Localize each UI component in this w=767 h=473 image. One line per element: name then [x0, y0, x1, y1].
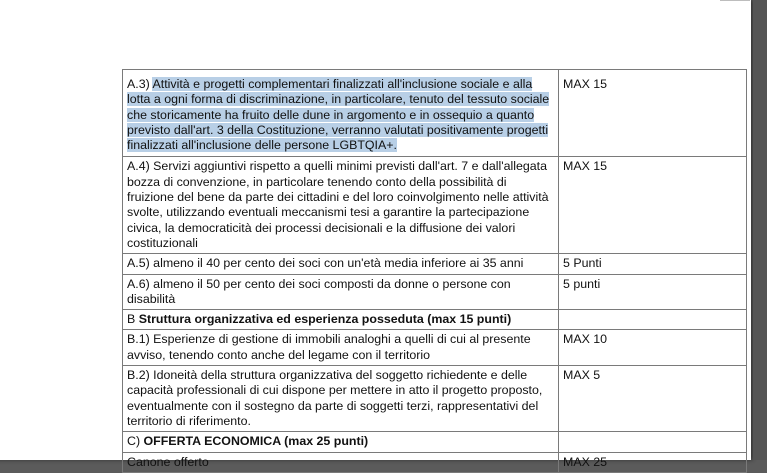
table-row [123, 274, 747, 310]
selected-criteria-text[interactable]: Attività e progetti complementari finalizzati all'inclusione sociale e alla lotta a ogni forma di discriminazione, in particolare, tenuto del tessuto sociale che storicamente ha fruito delle dune in argomento e in ossequio a quanto previsto dall'art. 3 della Costituzione, verranno valutati positivamente progetti finalizzati all'inclusione delle persone LGBTQIA+. [127, 77, 550, 153]
section-title: OFFERTA ECONOMICA (max 25 punti) [143, 434, 369, 449]
score-cell: MAX 5 [559, 366, 747, 432]
score-cell: 5 Punti [559, 254, 747, 274]
score-cell: MAX 15 [559, 70, 747, 157]
criteria-code: A.3) [127, 77, 153, 91]
section-title: Struttura organizzativa ed esperienza posseduta (max 15 punti) [138, 312, 512, 327]
table-row [123, 254, 747, 274]
score-cell: MAX 25 [559, 452, 747, 472]
table-row [123, 70, 747, 157]
section-heading-cell [123, 310, 559, 330]
table-row [123, 310, 747, 330]
criteria-text: Servizi aggiuntivi rispetto a quelli minimi previsti dall'art. 7 e dall'allegata bozza di convenzione, in particolare tenendo conto della possibilità di fruizione del bene da parte dei cittadini e del loro coinvolgimento nelle attività svolte, utilizzando eventuali meccanismi tesi a garantire la partecipazione civica, la democraticità dei processi decisionali e la diffusione dei valori costituzionali [127, 159, 549, 250]
criteria-text: Esperienze di gestione di immobili analoghi a quelli di cui al presente avviso, tenendo conto anche del legame con il territorio [127, 332, 531, 362]
criteria-text: Canone offerto [127, 454, 209, 469]
section-heading-cell [123, 432, 559, 452]
page-corner-fold [720, 0, 750, 3]
criteria-cell [123, 274, 559, 310]
criteria-cell [123, 452, 559, 472]
evaluation-criteria-table [122, 69, 747, 473]
table-row [123, 330, 747, 366]
criteria-code: B.1) [127, 332, 154, 347]
score-cell [559, 310, 747, 330]
criteria-code: A.6) [127, 276, 154, 291]
viewer-scroll-gutter[interactable] [753, 0, 767, 460]
criteria-cell [123, 157, 559, 254]
score-cell [559, 432, 747, 452]
criteria-code: A.5) [127, 256, 154, 271]
section-code: B [127, 312, 139, 327]
criteria-code: B.2) [127, 368, 154, 383]
criteria-text: almeno il 50 per cento dei soci composti da donne o persone con disabilità [127, 276, 511, 306]
criteria-cell [123, 330, 559, 366]
criteria-code: A.4) [127, 159, 154, 174]
criteria-text: Idoneità della struttura organizzativa del soggetto richiedente e delle capacità professionali di cui dispone per mettere in atto il progetto proposto, eventualmente con il sostegno da parte di soggetti terzi, rappresentativi del territorio di riferimento. [127, 368, 543, 428]
table-row [123, 366, 747, 432]
criteria-text: almeno il 40 per cento dei soci con un'età media inferiore ai 35 anni [153, 256, 524, 271]
table-row [123, 157, 747, 254]
criteria-cell [123, 70, 559, 157]
score-cell: MAX 10 [559, 330, 747, 366]
table-row [123, 432, 747, 452]
score-cell: MAX 15 [559, 157, 747, 254]
section-code: C) [127, 434, 144, 449]
criteria-cell [123, 254, 559, 274]
table-row [123, 452, 747, 472]
criteria-cell [123, 366, 559, 432]
score-cell: 5 punti [559, 274, 747, 310]
